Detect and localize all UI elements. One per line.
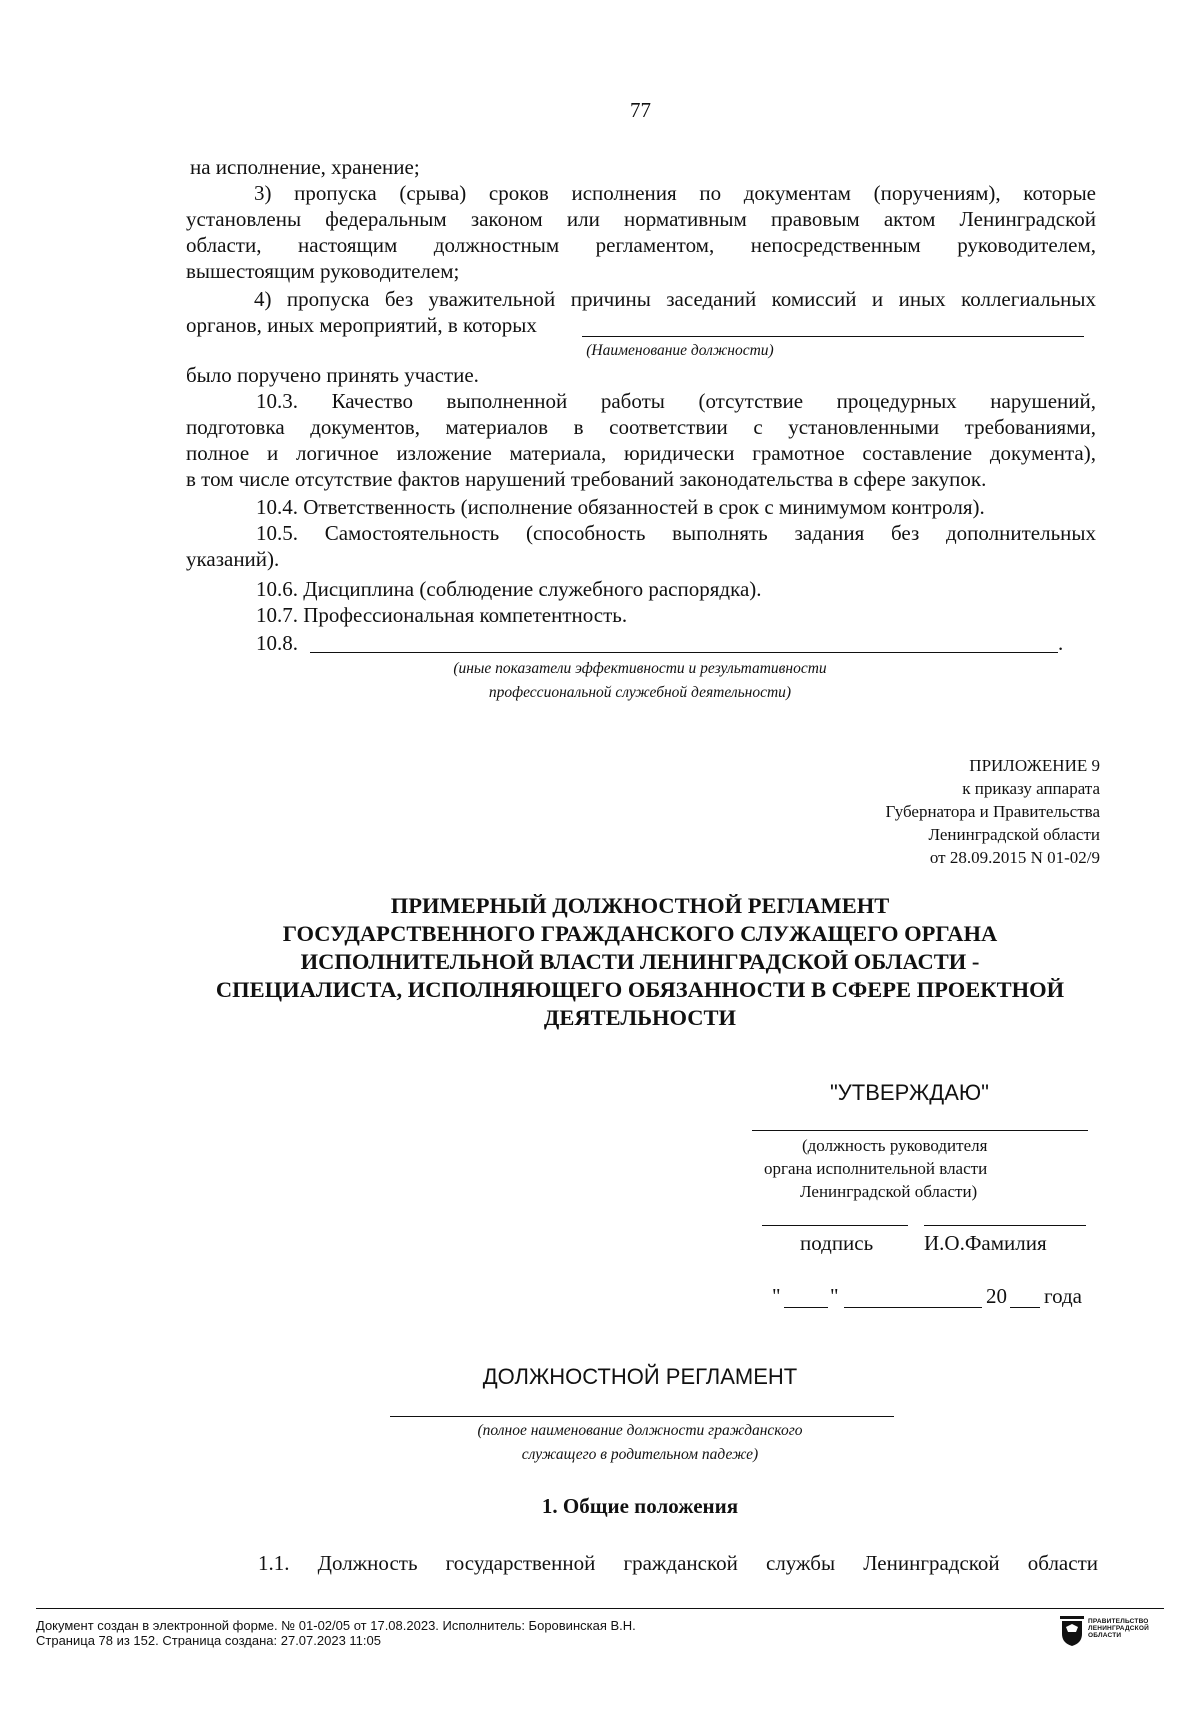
line-end-period: . [1058,631,1064,655]
text-line: вышестоящим руководителем; [186,259,460,283]
logo-line: ПРАВИТЕЛЬСТВО [1088,1618,1149,1625]
year-prefix: 20 [986,1284,1007,1308]
day-line [784,1307,828,1308]
text-line: в том числе отсутствие фактов нарушений требований законодательства в сфере закупок. [186,467,987,491]
appendix-line: Ленинградской области [928,825,1100,844]
caption-line: органа исполнительной власти [764,1159,988,1178]
title-line: ПРИМЕРНЫЙ ДОЛЖНОСТНОЙ РЕГЛАМЕНТ [390,893,890,918]
page-number: 77 [630,98,651,122]
title-line: СПЕЦИАЛИСТА, ИСПОЛНЯЮЩЕГО ОБЯЗАННОСТИ В СФЕРЕ ПРОЕКТНОЙ [215,977,1065,1002]
text-line: 10.3. Качество выполненной работы (отсутствие процедурных нарушений, [256,389,1096,413]
title-line: ДЕЯТЕЛЬНОСТИ [543,1005,737,1030]
text-line: 10.5. Самостоятельность (способность выполнять задания без дополнительных [256,521,1096,545]
text-line: 1.1. Должность государственной гражданской службы Ленинградской области [258,1551,1098,1575]
field-caption: (иные показатели эффективности и результативности [453,660,827,677]
text-line: 4) пропуска без уважительной причины заседаний комиссий и иных коллегиальных [254,287,1096,311]
footer-line: Страница 78 из 152. Страница создана: 27.07.2023 11:05 [36,1633,381,1648]
text-line: на исполнение, хранение; [190,155,420,179]
caption-line: Ленинградской области) [800,1182,978,1201]
text-line: 10.6. Дисциплина (соблюдение служебного распорядка). [256,577,762,601]
coat-of-arms-icon [1060,1616,1084,1646]
year-line [1010,1307,1040,1308]
text-line: органов, иных мероприятий, в которых [186,313,537,337]
logo-line: ОБЛАСТИ [1088,1632,1122,1639]
text-line: 10.7. Профессиональная компетентность. [256,603,628,627]
appendix-line: ПРИЛОЖЕНИЕ 9 [969,756,1100,775]
text-line: было поручено принять участие. [186,363,479,387]
text-line: 10.8. [256,631,298,655]
field-caption: профессиональной служебной деятельности) [488,684,792,701]
name-line [924,1225,1086,1226]
field-caption: (Наименование должности) [586,342,774,359]
date-quote-close: " [830,1284,839,1308]
footer-text [36,1618,636,1648]
month-line [844,1307,982,1308]
text-line: указаний). [186,547,280,571]
caption-line: (должность руководителя [802,1136,988,1155]
footer-line: Документ создан в электронной форме. № 01-02/05 от 17.08.2023. Исполнитель: Боровинская В.Н. [36,1618,636,1633]
appendix-line: к приказу аппарата [962,779,1100,798]
appendix-line: от 28.09.2015 N 01-02/9 [929,848,1100,867]
government-logo [1060,1614,1170,1648]
text-line: 10.4. Ответственность (исполнение обязанностей в срок с минимумом контроля). [256,495,985,519]
text-line: полное и логичное изложение материала, юридически грамотное составление документа), [186,441,1096,465]
signature-caption: подпись [800,1231,874,1255]
approve-heading: "УТВЕРЖДАЮ" [830,1080,989,1105]
footer-divider [36,1608,1164,1609]
appendix-line: Губернатора и Правительства [885,802,1100,821]
regulation-heading: ДОЛЖНОСТНОЙ РЕГЛАМЕНТ [482,1364,798,1389]
date-quote-open: " [772,1284,781,1308]
text-line: 3) пропуска (срыва) сроков исполнения по документам (поручениям), которые [254,181,1096,205]
fill-in-line [582,336,1084,337]
position-name-line [390,1416,894,1417]
position-line [752,1130,1088,1131]
text-line: подготовка документов, материалов в соответствии с установленными требованиями, [186,415,1096,439]
name-caption: И.О.Фамилия [924,1231,1047,1255]
approve-caption [740,1134,1100,1203]
field-caption: служащего в родительном падеже) [521,1446,759,1463]
title-line: ГОСУДАРСТВЕННОГО ГРАЖДАНСКОГО СЛУЖАЩЕГО ОРГАНА [282,921,998,946]
field-caption: (полное наименование должности гражданского [477,1422,803,1439]
document-title [140,892,1140,1032]
logo-text [1088,1618,1149,1639]
logo-line: ЛЕНИНГРАДСКОЙ [1088,1625,1149,1632]
appendix-block [760,754,1100,869]
fill-in-line [310,652,1058,653]
signature-line [762,1225,908,1226]
title-line: ИСПОЛНИТЕЛЬНОЙ ВЛАСТИ ЛЕНИНГРАДСКОЙ ОБЛАСТИ - [300,949,980,974]
section-heading: 1. Общие положения [541,1494,739,1518]
text-line: установлены федеральным законом или нормативным правовым актом Ленинградской [186,207,1096,231]
year-word: года [1044,1284,1082,1308]
text-line: области, настоящим должностным регламентом, непосредственным руководителем, [186,233,1096,257]
